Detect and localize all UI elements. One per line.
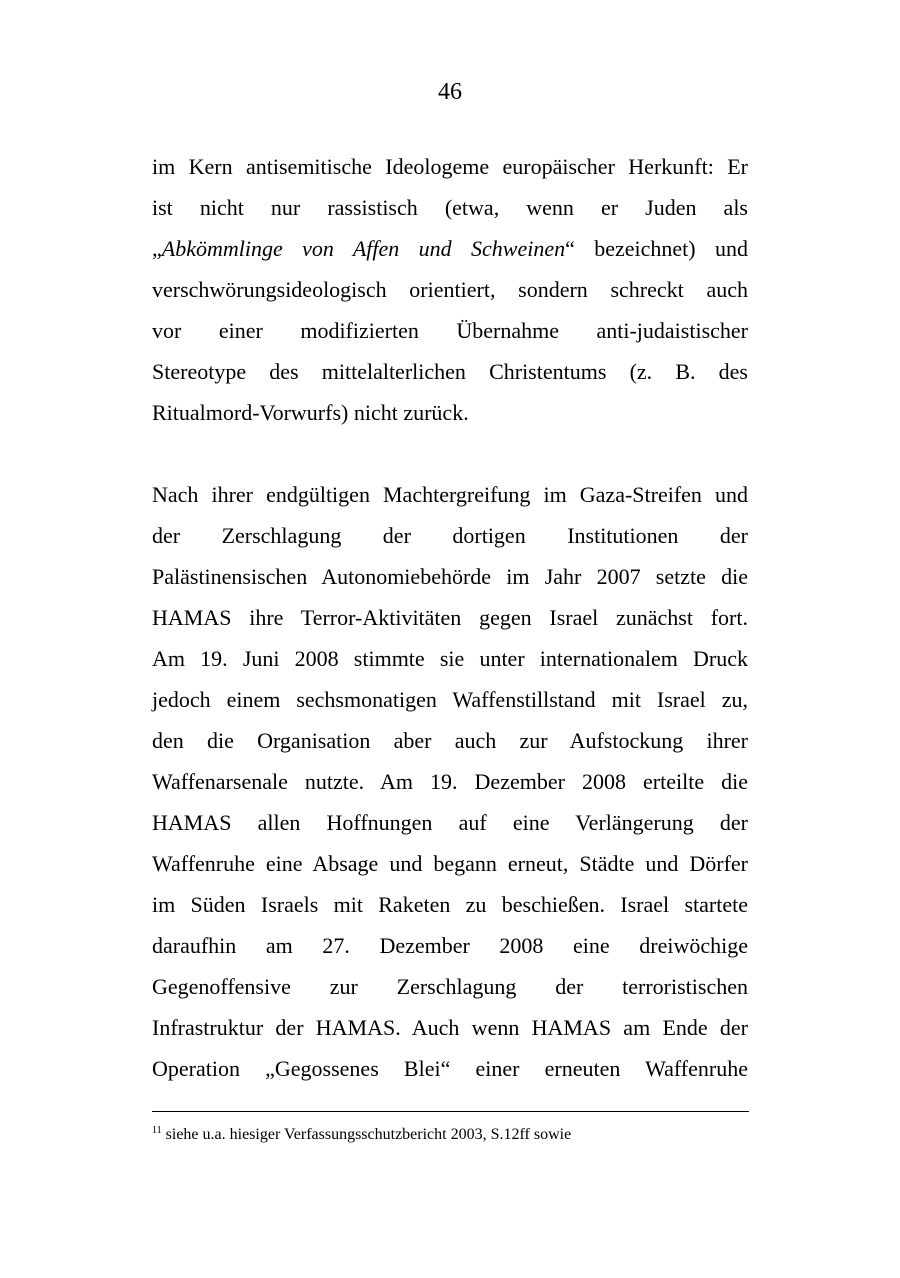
text-line: im Süden Israels mit Raketen zu beschießen. Israel startete [152, 892, 748, 917]
text-line: der Zerschlagung der dortigen Institutionen der [152, 523, 748, 548]
text-line: Stereotype des mittelalterlichen Christentums (z. B. des [152, 359, 748, 384]
text-line: Infrastruktur der HAMAS. Auch wenn HAMAS am Ende der [152, 1015, 748, 1040]
text-line: verschwörungsideologisch orientiert, sondern schreckt auch [152, 277, 748, 302]
text-line: Waffenruhe eine Absage und begann erneut, Städte und Dörfer [152, 851, 748, 876]
text-fragment: bezeichnet) und [574, 236, 748, 261]
text-line: HAMAS allen Hoffnungen auf eine Verlängerung der [152, 810, 748, 835]
quoted-phrase: Abkömmlinge von Affen und Schweinen [161, 236, 566, 261]
text-line: Operation „Gegossenes Blei“ einer erneuten Waffenruhe [152, 1056, 748, 1081]
text-line: Palästinensischen Autonomiebehörde im Jahr 2007 setzte die [152, 564, 748, 589]
footnote-text: siehe u.a. hiesiger Verfassungsschutzbericht 2003, S.12ff sowie [161, 1126, 572, 1143]
paragraph-antisemitism [152, 146, 748, 433]
paragraph-hamas-gaza [152, 474, 748, 1089]
footnote-marker: 11 [152, 1125, 162, 1136]
text-line: Nach ihrer endgültigen Machtergreifung im Gaza-Streifen und [152, 482, 748, 507]
text-line: jedoch einem sechsmonatigen Waffenstillstand mit Israel zu, [152, 687, 748, 712]
text-line-with-quote [152, 228, 748, 269]
open-quote: „ [152, 236, 162, 261]
footnote [152, 1124, 752, 1146]
text-line: den die Organisation aber auch zur Aufstockung ihrer [152, 728, 748, 753]
text-line: HAMAS ihre Terror-Aktivitäten gegen Israel zunächst fort. [152, 605, 748, 630]
text-line: Gegenoffensive zur Zerschlagung der terroristischen [152, 974, 748, 999]
text-line: Waffenarsenale nutzte. Am 19. Dezember 2008 erteilte die [152, 769, 748, 794]
page-number: 46 [438, 79, 462, 105]
text-line: Am 19. Juni 2008 stimmte sie unter internationalem Druck [152, 646, 748, 671]
text-line: Ritualmord-Vorwurfs) nicht zurück. [152, 400, 469, 425]
close-quote: “ [565, 236, 575, 261]
text-line: daraufhin am 27. Dezember 2008 eine dreiwöchige [152, 933, 748, 958]
text-line: vor einer modifizierten Übernahme anti-judaistischer [152, 318, 748, 343]
text-line: im Kern antisemitische Ideologeme europäischer Herkunft: Er [152, 154, 748, 179]
text-line: ist nicht nur rassistisch (etwa, wenn er Juden als [152, 195, 748, 220]
footnote-divider [152, 1111, 749, 1112]
